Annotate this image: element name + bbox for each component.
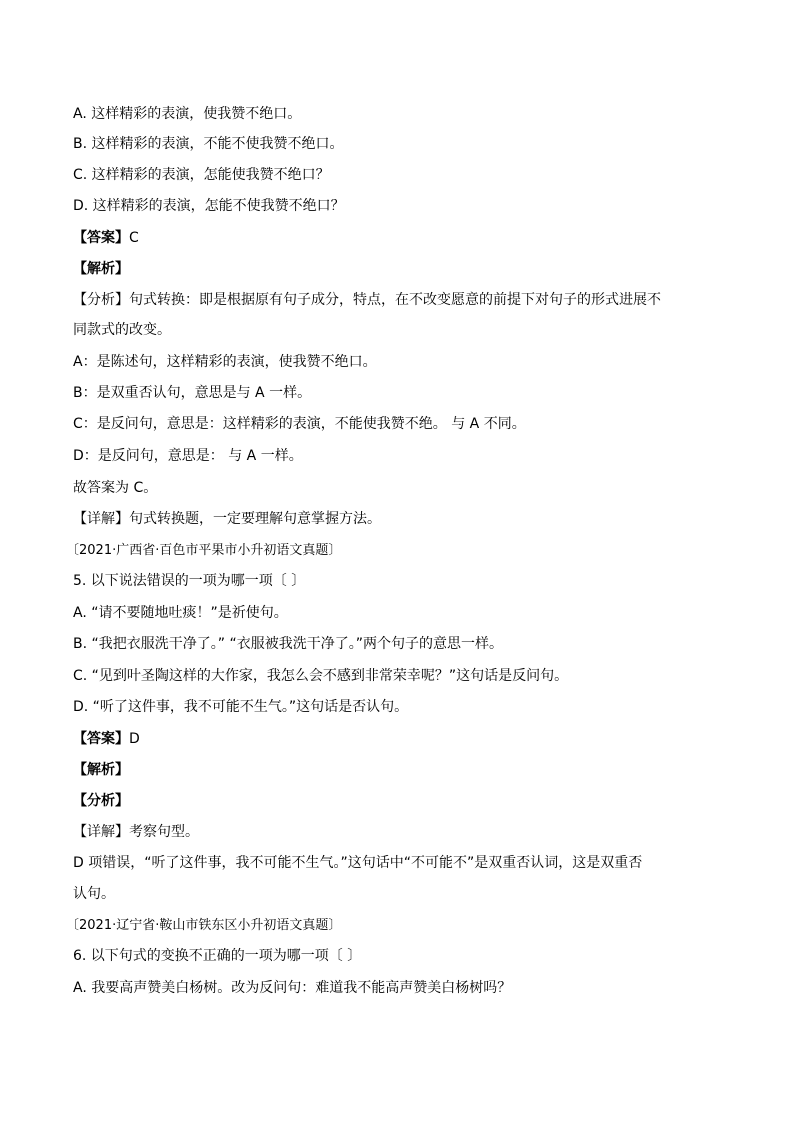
q6-option-a: A. 我要高声赞美白杨树。改为反问句：难道我不能高声赞美白杨树吗？ bbox=[73, 980, 512, 996]
answer-label: 【答案】 bbox=[73, 731, 129, 747]
q5-option-c: C. “见到叶圣陶这样的大作家，我怎么会不感到非常荣幸呢？”这句话是反问句。 bbox=[73, 668, 569, 684]
q4-option-a: A. 这样精彩的表演，使我赞不绝口。 bbox=[73, 106, 302, 122]
q4-option-c: C. 这样精彩的表演，怎能使我赞不绝口？ bbox=[73, 167, 330, 183]
q4-analysis-b: B：是双重否认句，意思是与 A 一样。 bbox=[73, 385, 312, 401]
q4-option-d: D. 这样精彩的表演，怎能不使我赞不绝口？ bbox=[73, 198, 345, 214]
q6-source: 〔2021·辽宁省·鞍山市铁东区小升初语文真题〕 bbox=[66, 918, 342, 933]
q5-option-a: A. “请不要随地吐痰！”是祈使句。 bbox=[73, 605, 288, 621]
q4-analysis-c: C：是反问句，意思是：这样精彩的表演，不能使我赞不绝。 与 A 不同。 bbox=[73, 416, 526, 432]
q5-option-d: D. “听了这件事，我不可能不生气。”这句话是否认句。 bbox=[73, 699, 409, 715]
answer-label: 【答案】 bbox=[73, 230, 129, 246]
q4-jiexi-heading: 【解析】 bbox=[73, 261, 129, 277]
q5-jiexi-heading: 【解析】 bbox=[73, 762, 129, 778]
q4-analysis-a: A：是陈述句，这样精彩的表演，使我赞不绝口。 bbox=[73, 354, 377, 370]
q5-xiangjie: 【详解】考察句型。 bbox=[73, 824, 199, 840]
answer-value: C bbox=[129, 230, 139, 246]
q4-answer bbox=[73, 228, 733, 248]
answer-value: D bbox=[129, 731, 140, 747]
q4-fenxi-line2: 同款式的改变。 bbox=[73, 322, 171, 338]
q5-source: 〔2021·广西省·百色市平果市小升初语文真题〕 bbox=[66, 543, 342, 558]
q5-fenxi-heading: 【分析】 bbox=[73, 793, 129, 809]
q5-answer bbox=[73, 729, 733, 749]
q5-option-b: B. “我把衣服洗干净了。” “衣服被我洗干净了。”两个句子的意思一样。 bbox=[73, 636, 503, 652]
q4-option-b: B. 这样精彩的表演，不能不使我赞不绝口。 bbox=[73, 136, 344, 152]
q4-xiangjie: 【详解】句式转换题，一定要理解句意掌握方法。 bbox=[73, 511, 381, 527]
q5-detail-line2: 认句。 bbox=[73, 886, 115, 902]
q4-fenxi-line1: 【分析】句式转换：即是根据原有句子成分，特点，在不改变愿意的前提下对句子的形式进展不 bbox=[73, 292, 661, 308]
q4-conclusion: 故答案为 C。 bbox=[73, 480, 158, 496]
q6-stem: 6. 以下句式的变换不正确的一项为哪一项〔 〕 bbox=[73, 948, 362, 964]
q4-analysis-d: D：是反问句，意思是： 与 A 一样。 bbox=[73, 448, 303, 464]
q5-stem: 5. 以下说法错误的一项为哪一项〔 〕 bbox=[73, 573, 306, 589]
q5-detail-line1: D 项错误，“听了这件事，我不可能不生气。”这句话中“不可能不”是双重否认词，这是双重否 bbox=[73, 855, 643, 871]
